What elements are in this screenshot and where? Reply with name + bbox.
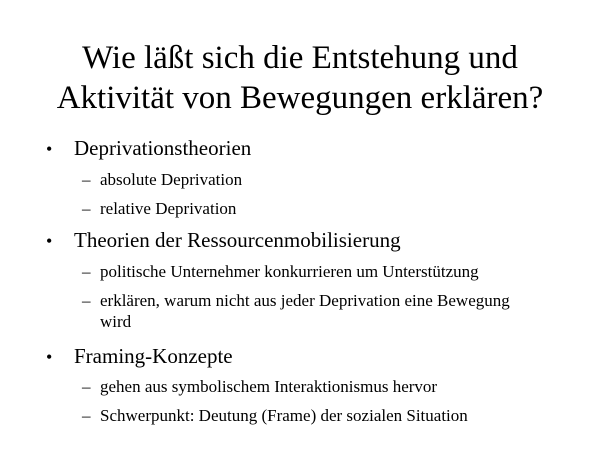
sub-item-text: absolute Deprivation xyxy=(100,170,243,189)
dash-icon: – xyxy=(82,406,91,425)
bullet-heading: Theorien der Ressourcenmobilisierung xyxy=(74,228,401,252)
bullet-framing-konzepte xyxy=(46,344,233,369)
sub-item-text: Schwerpunkt: Deutung (Frame) der sozialen Situation xyxy=(100,406,468,425)
bullet-icon: • xyxy=(46,139,53,159)
sub-item xyxy=(82,376,540,397)
sub-item-text: gehen aus symbolischem Interaktionismus hervor xyxy=(100,377,438,396)
slide-title-line-2: Aktivität von Bewegungen erklären? xyxy=(56,80,544,116)
slide-title-line-1: Wie läßt sich die Entstehung und xyxy=(82,40,518,76)
bullet-icon: • xyxy=(46,347,53,367)
slide-title xyxy=(0,38,600,118)
bullet-icon: • xyxy=(46,231,53,251)
sub-item xyxy=(82,198,540,219)
bullet-heading: Deprivationstheorien xyxy=(74,136,252,160)
bullet-ressourcenmobilisierung xyxy=(46,228,401,253)
dash-icon: – xyxy=(82,262,91,281)
sub-item-text: politische Unternehmer konkurrieren um Unterstützung xyxy=(100,262,479,281)
dash-icon: – xyxy=(82,377,91,396)
bullet-heading: Framing-Konzepte xyxy=(74,344,233,368)
sub-item-text: relative Deprivation xyxy=(100,199,237,218)
dash-icon: – xyxy=(82,199,91,218)
sub-item xyxy=(82,169,540,190)
sub-item xyxy=(82,261,540,282)
sub-item xyxy=(82,290,520,332)
dash-icon: – xyxy=(82,291,91,310)
sub-item xyxy=(82,405,540,426)
dash-icon: – xyxy=(82,170,91,189)
bullet-deprivationstheorien xyxy=(46,136,251,161)
sub-item-text: erklären, warum nicht aus jeder Deprivation eine Bewegung wird xyxy=(100,291,510,331)
